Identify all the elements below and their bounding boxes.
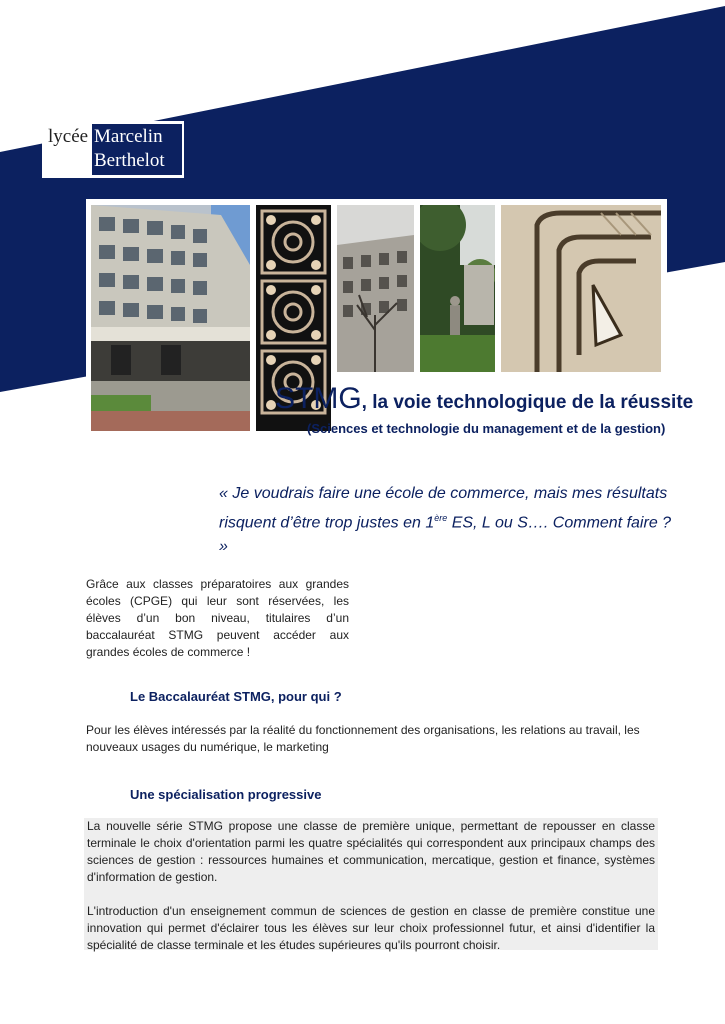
specialisation-paragraph-2: L'introduction d'un enseignement commun de sciences de gestion en classe de première constitue une innovation qui permet d'éclairer tous les élèves sur leur choix professionnel futur, et ainsi d'identifier la spécialité de classe terminale et les études supérieures qu'ils pourront choisir.	[87, 904, 655, 952]
section-heading-specialisation: Une spécialisation progressive	[130, 787, 322, 802]
school-building-photo	[91, 205, 250, 431]
intro-paragraph: Grâce aux classes préparatoires aux grandes écoles (CPGE) qui leur sont réservées, les élèves d’un bon niveau, titulaires d’un baccalauréat STMG peuvent accéder aux grandes écoles de commerce !	[86, 577, 349, 659]
spiral-staircase-photo	[501, 205, 661, 372]
specialisation-box	[84, 818, 658, 950]
title-rest: , la voie technologique de la réussite	[361, 392, 694, 413]
quote-line-2	[219, 506, 679, 559]
section-heading-who: Le Baccalauréat STMG, pour qui ?	[130, 689, 342, 704]
student-quote	[219, 482, 679, 559]
logo-word-lycee: lycée	[48, 126, 89, 147]
page-subtitle: (Sciences et technologie du management et de la gestion)	[307, 421, 666, 436]
logo-word-marcelin: Marcelin	[94, 126, 163, 147]
page-title	[275, 382, 693, 416]
quote-line-1: « Je voudrais faire une école de commerce, mais mes résultats	[219, 485, 668, 502]
statue-garden-photo	[420, 205, 495, 372]
quote-superscript: ère	[434, 513, 448, 523]
quote-line-2-start: risquent d’être trop justes en 1	[219, 514, 435, 532]
section-text-who: Pour les élèves intéressés par la réalité du fonctionnement des organisations, les relations au travail, les nouveaux usages du numérique, le marketing	[86, 723, 640, 754]
facade-photo	[337, 205, 414, 372]
school-logo	[42, 121, 184, 178]
title-main: STMG	[275, 382, 362, 415]
logo-word-berthelot: Berthelot	[94, 150, 165, 171]
specialisation-paragraph-1: La nouvelle série STMG propose une classe de première unique, permettant de repousser en classe terminale le choix d'orientation parmi les quatre spécialités qui correspondent aux principaux champs des sciences de gestion : ressources humaines et communication, mercatique, gestion et finance, systèmes d'information de gestion.	[87, 819, 655, 884]
quote-line-2-end: ES, L ou S…. Comment faire ? »	[219, 514, 672, 556]
